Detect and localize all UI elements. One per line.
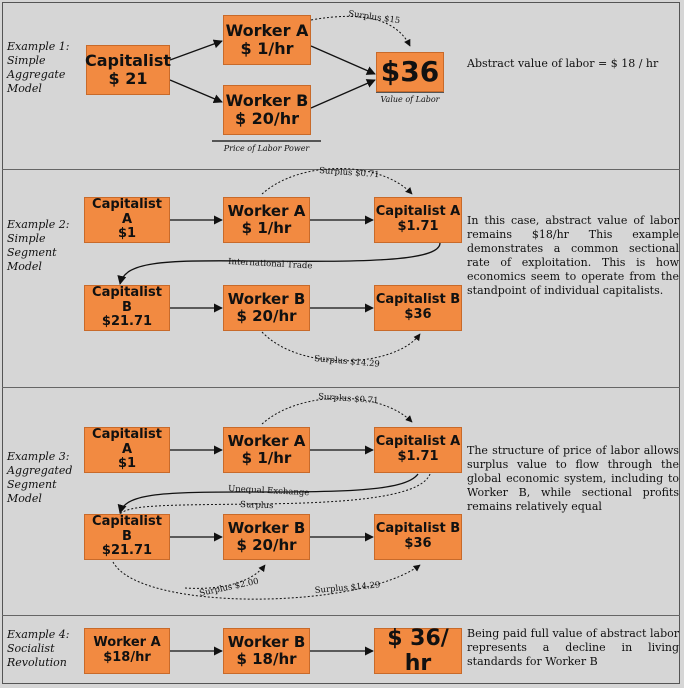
example-label: Example 2: Simple Segment Model — [7, 218, 70, 273]
surplus-label: Surplus $14.29 — [314, 580, 381, 596]
capitalist-a-box: Capitalist A $1 — [84, 427, 170, 473]
example-description: In this case, abstract value of labor remains $18/hr This example demonstrates a common sectional rate of exploitation. This is how economics seem to operate from the standpoint of individual capitalists. — [467, 214, 679, 297]
surplus-label: Surplus — [239, 500, 274, 512]
worker-a-box: Worker A $ 1/hr — [223, 197, 310, 243]
price-of-labor-power-caption: Price of Labor Power — [223, 144, 310, 153]
unequal-exchange-label: Unequal Exchange — [227, 484, 310, 499]
international-trade-label: International Trade — [227, 257, 313, 272]
example-label: Example 3: Aggregated Segment Model — [7, 450, 73, 505]
worker-b-box: Worker B $ 20/hr — [223, 285, 310, 331]
capitalist-a-box: Capitalist A $1.71 — [374, 427, 462, 473]
worker-b-box: Worker B $ 20/hr — [223, 514, 310, 560]
capitalist-b-box: Capitalist B $21.71 — [84, 285, 170, 331]
surplus-label: Surplus $14.29 — [313, 354, 381, 370]
example-description: Abstract value of labor = $ 18 / hr — [467, 57, 659, 70]
worker-b-box: Worker B $ 20/hr — [223, 85, 311, 135]
capitalist-b-box: Capitalist B $36 — [374, 285, 462, 331]
capitalist-box: Capitalist $ 21 — [86, 45, 170, 95]
surplus-label: Surplus $2.00 — [198, 576, 260, 599]
example-description: The structure of price of labor allows surplus value to flow through the global economic system, including to Worker B, while sectional profits remains relatively equal — [467, 444, 679, 513]
surplus-label: Surplus $0.71 — [317, 392, 379, 407]
worker-a-box: Worker A $ 1/hr — [223, 427, 310, 473]
capitalist-a-box: Capitalist A $1 — [84, 197, 170, 243]
value-of-labor-box: $36 — [376, 52, 444, 92]
result-box: $ 36/ hr — [374, 628, 462, 674]
capitalist-b-box: Capitalist B $36 — [374, 514, 462, 560]
worker-a-box: Worker A $18/hr — [84, 628, 170, 674]
worker-a-box: Worker A $ 1/hr — [223, 15, 311, 65]
value-of-labor-caption: Value of Labor — [380, 95, 440, 104]
example-label: Example 1: Simple Aggregate Model — [7, 40, 70, 95]
example-label: Example 4: Socialist Revolution — [7, 628, 70, 669]
surplus-label: Surplus $0.71 — [318, 166, 380, 181]
example-description: Being paid full value of abstract labor represents a decline in living standards for Worker B — [467, 627, 679, 668]
capitalist-b-box: Capitalist B $21.71 — [84, 514, 170, 560]
capitalist-a-box: Capitalist A $1.71 — [374, 197, 462, 243]
surplus-label: Surplus $15 — [347, 9, 401, 27]
worker-b-box: Worker B $ 18/hr — [223, 628, 310, 674]
